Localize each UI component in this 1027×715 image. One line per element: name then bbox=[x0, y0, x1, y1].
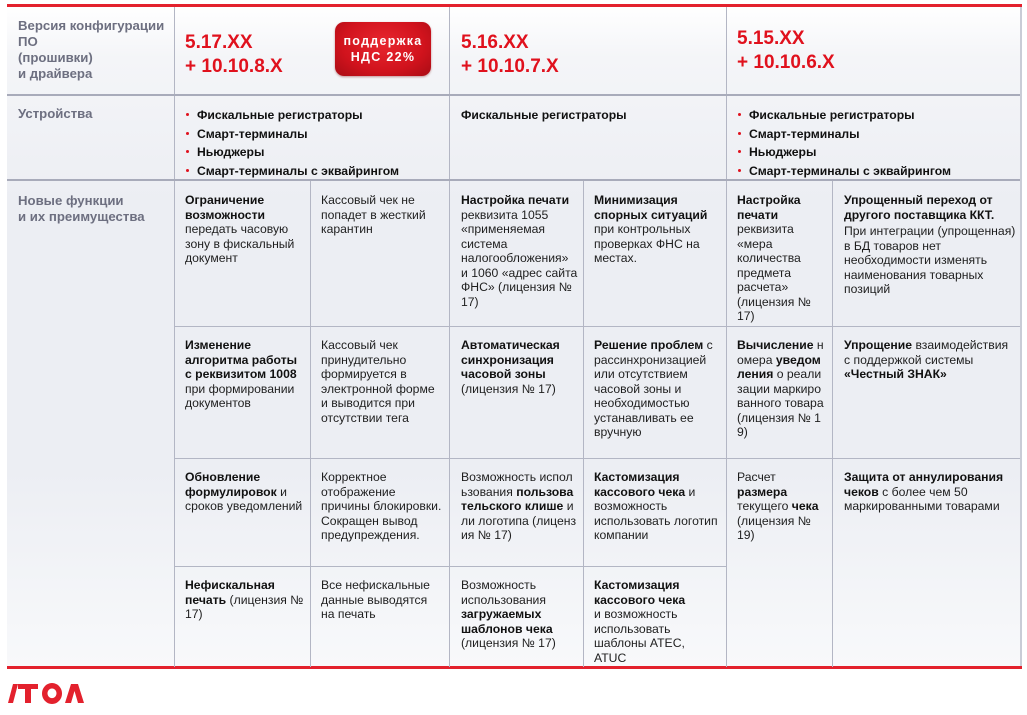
row-label-line: (прошивки) bbox=[18, 50, 93, 65]
device-item: Смарт-терминалы с эквайрингом bbox=[185, 164, 399, 183]
benefit-cell bbox=[594, 578, 694, 665]
emphasis-text: загружаемых шаблонов чека bbox=[461, 607, 553, 636]
body-text: взаимодействия с поддержкой системы bbox=[844, 338, 1009, 367]
emphasis-text: Решение проблем bbox=[594, 338, 704, 352]
emphasis-text: Упрощение bbox=[844, 338, 913, 352]
emphasis-text: Настройка печати bbox=[461, 193, 570, 207]
emphasis-text: Вычисление bbox=[737, 338, 814, 352]
benefit-text: При интеграции (упрощенная) в БД товаров нет необходимости изменять наименования товарных позиций bbox=[844, 224, 1016, 296]
feature-cell bbox=[737, 193, 825, 324]
devices-list-5-15 bbox=[737, 108, 951, 182]
emphasis-text: Защита от аннулирования чеков bbox=[844, 470, 1004, 499]
logo-glyph bbox=[18, 684, 38, 703]
device-item: Фискальные регистраторы bbox=[737, 108, 951, 127]
benefit-cell: Корректное отображение причины блокировки. Сокращен вывод предупреждения. bbox=[321, 470, 442, 542]
emphasis-text: Нефискальная печать bbox=[185, 578, 275, 607]
emphasis-text: Обновление формулировок bbox=[185, 470, 277, 499]
emphasis-text: размера bbox=[737, 484, 788, 499]
emphasis-text: Минимизация спорных ситуаций bbox=[594, 193, 708, 222]
grid-line bbox=[174, 7, 175, 667]
body-text: Расчет bbox=[737, 470, 776, 484]
driver-version: + 10.10.8.X bbox=[185, 56, 283, 77]
body-text: при контрольных проверках ФНС на местах. bbox=[594, 222, 700, 265]
body-text: (лицензия № 17) bbox=[461, 636, 556, 650]
device-item: Ньюджеры bbox=[185, 145, 399, 164]
version-5-16 bbox=[461, 31, 559, 79]
body-text: Возможность использования bbox=[461, 578, 546, 607]
grid-line bbox=[583, 180, 584, 667]
body-text: (лицензия № 17) bbox=[461, 381, 556, 396]
grid-line bbox=[174, 458, 1020, 459]
logo-glyph bbox=[8, 684, 18, 703]
body-text: текущего bbox=[737, 499, 792, 513]
feature-cell bbox=[461, 578, 578, 651]
atol-logo bbox=[8, 682, 92, 704]
firmware-version: 5.17.XX bbox=[185, 32, 253, 53]
body-text: передать часовую зону в фискальный документ bbox=[185, 222, 295, 265]
body-text: с более чем 50 маркированными товарами bbox=[844, 484, 1000, 513]
badge-line: поддержка bbox=[343, 34, 423, 48]
feature-cell bbox=[185, 578, 307, 622]
grid-line bbox=[174, 566, 726, 567]
body-text: с рассинхронизацией или отсутствием часовой зоны и необходимостью устанавливать ее вручную bbox=[594, 338, 713, 439]
emphasis-text: Настройка печати bbox=[737, 193, 801, 222]
body-text: при формировании документов bbox=[185, 381, 295, 410]
devices-list-5-17 bbox=[185, 108, 399, 182]
version-5-15 bbox=[737, 27, 835, 75]
firmware-version: 5.15.XX bbox=[737, 28, 805, 49]
row-label-devices: Устройства bbox=[18, 106, 93, 121]
driver-version: + 10.10.6.X bbox=[737, 52, 835, 73]
feature-cell bbox=[461, 338, 578, 396]
feature-cell bbox=[185, 470, 307, 514]
row-label-line: и их преимущества bbox=[18, 209, 145, 224]
device-item: Смарт-терминалы bbox=[185, 127, 399, 146]
emphasis-text: Изменение алгоритма работы с реквизитом 1008 bbox=[185, 338, 298, 381]
body-text: о реализации маркированного товара (лицензия № 19) bbox=[737, 367, 824, 439]
version-5-17 bbox=[185, 31, 283, 79]
body-text: и возможность использовать шаблоны ATEC, ATUC bbox=[594, 607, 685, 665]
body-text: и возможность использовать логотип компании bbox=[594, 484, 718, 542]
benefit-cell: Кассовый чек не попадет в жесткий карантин bbox=[321, 193, 426, 236]
feature-cell bbox=[185, 338, 307, 411]
logo-glyph bbox=[65, 684, 84, 703]
body-text: номера bbox=[737, 338, 824, 367]
feature-cell bbox=[461, 193, 578, 309]
row-label-line: Новые функции bbox=[18, 193, 124, 208]
feature-cell bbox=[737, 470, 825, 543]
logo-glyph bbox=[42, 683, 62, 704]
bottom-red-rule bbox=[7, 666, 1022, 669]
emphasis-text: «Честный ЗНАК» bbox=[844, 367, 947, 381]
body-text: (лицензия № 17) bbox=[185, 592, 304, 621]
firmware-version: 5.16.XX bbox=[461, 32, 529, 53]
row-label-version bbox=[18, 18, 164, 82]
benefit-cell bbox=[594, 193, 720, 266]
body-text: или логотипа (лицензия № 17) bbox=[461, 499, 577, 542]
grid-line bbox=[726, 7, 727, 667]
benefit-cell bbox=[844, 470, 1004, 514]
grid-line bbox=[832, 180, 833, 667]
benefit-cell: Кассовый чек принудительно формируется в электронной форме и выводится при отсутствии тега bbox=[321, 338, 435, 425]
body-text: и сроков уведомлений bbox=[185, 484, 303, 513]
emphasis-text: Ограничение возможности bbox=[185, 193, 266, 222]
benefit-title: Упрощенный переход от другого поставщика ККТ. bbox=[844, 193, 995, 222]
device-item: Ньюджеры bbox=[737, 145, 951, 164]
grid-line bbox=[7, 94, 1020, 96]
feature-cell bbox=[185, 193, 303, 266]
emphasis-text: пользовательского клише bbox=[461, 484, 574, 513]
grid-line bbox=[449, 7, 450, 667]
device-item: Смарт-терминалы с эквайрингом bbox=[737, 164, 951, 183]
feature-cell bbox=[461, 470, 578, 543]
device-item: Смарт-терминалы bbox=[737, 127, 951, 146]
badge-line: НДС 22% bbox=[350, 50, 416, 64]
benefit-cell bbox=[594, 470, 720, 543]
body-text: реквизита 1055 «применяемая система налогообложения» и 1060 «адрес сайта ФНС» (лицензия № 17) bbox=[461, 207, 578, 309]
row-label-line: Версия конфигурации bbox=[18, 18, 165, 33]
row-label-line: и драйвера bbox=[18, 66, 93, 81]
emphasis-text: уведомления bbox=[737, 352, 821, 381]
row-label-line: ПО bbox=[18, 34, 38, 49]
device-item: Фискальные регистраторы bbox=[461, 108, 627, 122]
driver-version: + 10.10.7.X bbox=[461, 56, 559, 77]
top-red-rule bbox=[7, 4, 1022, 7]
emphasis-text: Автоматическая синхронизация часовой зоны bbox=[461, 338, 560, 381]
benefit-cell bbox=[844, 193, 1016, 297]
body-text: (лицензия № 19) bbox=[737, 513, 811, 542]
grid-line bbox=[310, 180, 311, 667]
vat-22-badge bbox=[335, 22, 431, 76]
row-label-features bbox=[18, 193, 145, 225]
emphasis-text: Кастомизация кассового чека bbox=[594, 470, 686, 499]
body-text: реквизита «мера количества предмета расчета» (лицензия № 17) bbox=[737, 222, 811, 323]
grid-line bbox=[174, 326, 1020, 327]
emphasis-text: Кастомизация кассового чека bbox=[594, 578, 686, 607]
device-item: Фискальные регистраторы bbox=[185, 108, 399, 127]
body-text: Возможность использования bbox=[461, 470, 573, 499]
benefit-cell bbox=[594, 338, 720, 440]
emphasis-text: чека bbox=[791, 499, 819, 513]
feature-cell bbox=[737, 338, 825, 440]
benefit-cell bbox=[844, 338, 1016, 382]
benefit-cell: Все нефискальные данные выводятся на печать bbox=[321, 578, 430, 621]
comparison-table bbox=[7, 5, 1022, 668]
